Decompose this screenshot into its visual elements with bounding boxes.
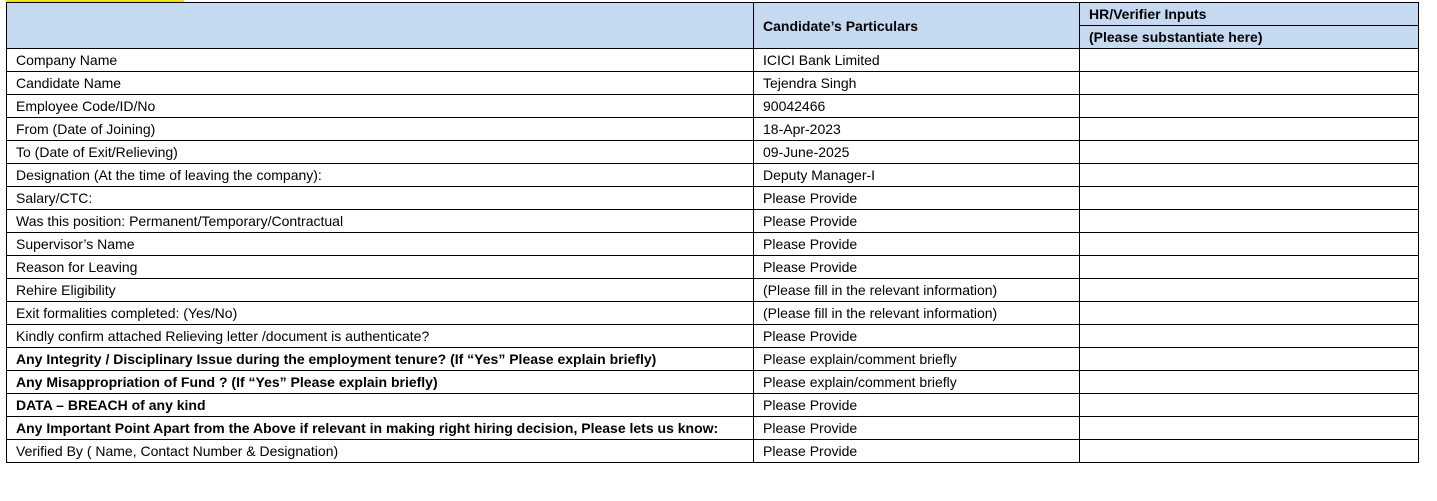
candidate-value-cell[interactable]: Deputy Manager-I: [754, 164, 1080, 187]
hr-input-cell[interactable]: [1080, 164, 1419, 187]
row-label[interactable]: Salary/CTC:: [7, 187, 754, 210]
table-row: [7, 210, 1419, 233]
header-candidate-particulars: Candidate’s Particulars: [754, 3, 1080, 49]
row-label[interactable]: Reason for Leaving: [7, 256, 754, 279]
row-label[interactable]: Supervisor’s Name: [7, 233, 754, 256]
header-hr-verifier-inputs: HR/Verifier Inputs: [1080, 3, 1419, 26]
table-row: [7, 233, 1419, 256]
hr-input-cell[interactable]: [1080, 371, 1419, 394]
table-row: [7, 325, 1419, 348]
candidate-value-cell[interactable]: Please Provide: [754, 394, 1080, 417]
hr-input-cell[interactable]: [1080, 279, 1419, 302]
table-row: [7, 49, 1419, 72]
row-label[interactable]: Any Misappropriation of Fund ? (If “Yes” Please explain briefly): [7, 371, 754, 394]
candidate-value-cell[interactable]: Please Provide: [754, 440, 1080, 463]
candidate-value-cell[interactable]: Please Provide: [754, 325, 1080, 348]
table-row: [7, 440, 1419, 463]
hr-input-cell[interactable]: [1080, 233, 1419, 256]
hr-input-cell[interactable]: [1080, 440, 1419, 463]
hr-input-cell[interactable]: [1080, 49, 1419, 72]
hr-input-cell[interactable]: [1080, 95, 1419, 118]
row-label[interactable]: Candidate Name: [7, 72, 754, 95]
table-row: [7, 417, 1419, 440]
candidate-value-cell[interactable]: 90042466: [754, 95, 1080, 118]
hr-input-cell[interactable]: [1080, 417, 1419, 440]
candidate-value-cell[interactable]: ICICI Bank Limited: [754, 49, 1080, 72]
table-row: [7, 348, 1419, 371]
candidate-value-cell[interactable]: Tejendra Singh: [754, 72, 1080, 95]
row-label[interactable]: To (Date of Exit/Relieving): [7, 141, 754, 164]
hr-input-cell[interactable]: [1080, 210, 1419, 233]
header-blank-cell: [7, 3, 754, 49]
table-row: [7, 118, 1419, 141]
candidate-value-cell[interactable]: Please Provide: [754, 417, 1080, 440]
table-row: [7, 256, 1419, 279]
candidate-value-cell[interactable]: Please Provide: [754, 210, 1080, 233]
hr-input-cell[interactable]: [1080, 394, 1419, 417]
table-row: [7, 72, 1419, 95]
header-please-substantiate: (Please substantiate here): [1080, 26, 1419, 49]
table-row: [7, 394, 1419, 417]
table-row: [7, 164, 1419, 187]
candidate-value-cell[interactable]: Please explain/comment briefly: [754, 371, 1080, 394]
row-label[interactable]: Exit formalities completed: (Yes/No): [7, 302, 754, 325]
table-row: [7, 141, 1419, 164]
header-row-top: [7, 3, 1419, 26]
hr-input-cell[interactable]: [1080, 118, 1419, 141]
hr-input-cell[interactable]: [1080, 187, 1419, 210]
row-label[interactable]: Rehire Eligibility: [7, 279, 754, 302]
hr-input-cell[interactable]: [1080, 348, 1419, 371]
row-label[interactable]: Was this position: Permanent/Temporary/Contractual: [7, 210, 754, 233]
row-label[interactable]: DATA – BREACH of any kind: [7, 394, 754, 417]
candidate-value-cell[interactable]: Please Provide: [754, 256, 1080, 279]
candidate-value-cell[interactable]: Please explain/comment briefly: [754, 348, 1080, 371]
hr-input-cell[interactable]: [1080, 141, 1419, 164]
row-label[interactable]: Verified By ( Name, Contact Number & Designation): [7, 440, 754, 463]
candidate-value-cell[interactable]: (Please fill in the relevant information): [754, 302, 1080, 325]
row-label[interactable]: From (Date of Joining): [7, 118, 754, 141]
hr-input-cell[interactable]: [1080, 72, 1419, 95]
candidate-value-cell[interactable]: Please Provide: [754, 233, 1080, 256]
hr-input-cell[interactable]: [1080, 256, 1419, 279]
table-row: [7, 95, 1419, 118]
candidate-value-cell[interactable]: 18-Apr-2023: [754, 118, 1080, 141]
row-label[interactable]: Kindly confirm attached Relieving letter /document is authenticate?: [7, 325, 754, 348]
row-label[interactable]: Designation (At the time of leaving the company):: [7, 164, 754, 187]
table-row: [7, 371, 1419, 394]
row-label[interactable]: Employee Code/ID/No: [7, 95, 754, 118]
table-row: [7, 279, 1419, 302]
row-label[interactable]: Any Integrity / Disciplinary Issue during the employment tenure? (If “Yes” Please explain briefly): [7, 348, 754, 371]
hr-input-cell[interactable]: [1080, 302, 1419, 325]
candidate-value-cell[interactable]: Please Provide: [754, 187, 1080, 210]
row-label[interactable]: Company Name: [7, 49, 754, 72]
table-row: [7, 302, 1419, 325]
verification-table: [6, 2, 1419, 463]
table-row: [7, 187, 1419, 210]
candidate-value-cell[interactable]: 09-June-2025: [754, 141, 1080, 164]
hr-input-cell[interactable]: [1080, 325, 1419, 348]
row-label[interactable]: Any Important Point Apart from the Above if relevant in making right hiring decision, Please lets us know:: [7, 417, 754, 440]
candidate-value-cell[interactable]: (Please fill in the relevant information): [754, 279, 1080, 302]
